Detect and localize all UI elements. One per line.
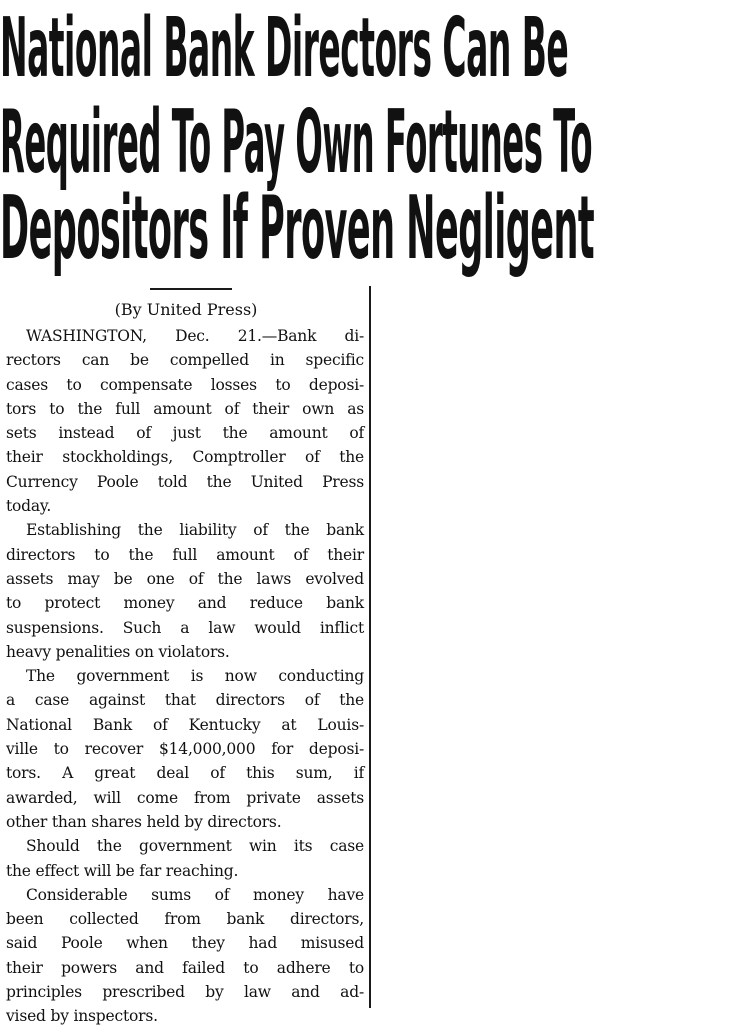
article-line: vised by inspectors.: [6, 1007, 158, 1026]
article-line: WASHINGTON, Dec. 21.—Bank di-: [26, 327, 364, 345]
article-line: The government is now conducting: [26, 667, 364, 686]
article-line: Currency Poole told the United Press: [6, 472, 364, 491]
article-line: today.: [6, 497, 52, 516]
article-line: awarded, will come from private assets: [6, 788, 364, 807]
article-line: assets may be one of the laws evolved: [6, 569, 364, 588]
article-line: National Bank of Kentucky at Louis-: [6, 715, 364, 734]
article-line: been collected from bank directors,: [6, 910, 364, 929]
article-line: to protect money and reduce bank: [6, 594, 364, 613]
headline-line-2: Required To Pay Own Fortunes To: [0, 93, 593, 194]
headline-line-1: National Bank Directors Can Be: [0, 1, 569, 97]
article-body: [6, 324, 364, 1029]
article-line: ville to recover $14,000,000 for deposi-: [6, 740, 364, 759]
article-line: their powers and failed to adhere to: [6, 958, 364, 977]
article-line: cases to compensate losses to deposi-: [6, 375, 364, 394]
byline: (By United Press): [114, 300, 258, 319]
byline-rule: [150, 288, 232, 290]
headline-line-3: Depositors If Proven Negligent: [0, 179, 595, 280]
article-column: [0, 284, 372, 1026]
article-line: suspensions. Such a law would inflict: [6, 618, 364, 637]
article-line: Establishing the liability of the bank: [26, 521, 364, 540]
article-line: Should the government win its case: [26, 837, 364, 856]
article-line: principles prescribed by law and ad-: [6, 983, 364, 1002]
article-line: tors to the full amount of their own as: [6, 399, 364, 418]
article-line: directors to the full amount of their: [6, 545, 364, 564]
article-line: other than shares held by directors.: [6, 812, 282, 831]
article-line: a case against that directors of the: [6, 691, 364, 710]
article-line: their stockholdings, Comptroller of the: [6, 448, 364, 467]
headline: [0, 0, 732, 280]
article-line: tors. A great deal of this sum, if: [6, 764, 364, 783]
article-line: rectors can be compelled in specific: [6, 351, 364, 370]
article-line: Considerable sums of money have: [26, 885, 364, 904]
article-line: heavy penalities on violators.: [6, 642, 230, 661]
article-line: said Poole when they had misused: [6, 934, 364, 953]
article-line: the effect will be far reaching.: [6, 861, 239, 880]
article-line: sets instead of just the amount of: [6, 424, 364, 443]
